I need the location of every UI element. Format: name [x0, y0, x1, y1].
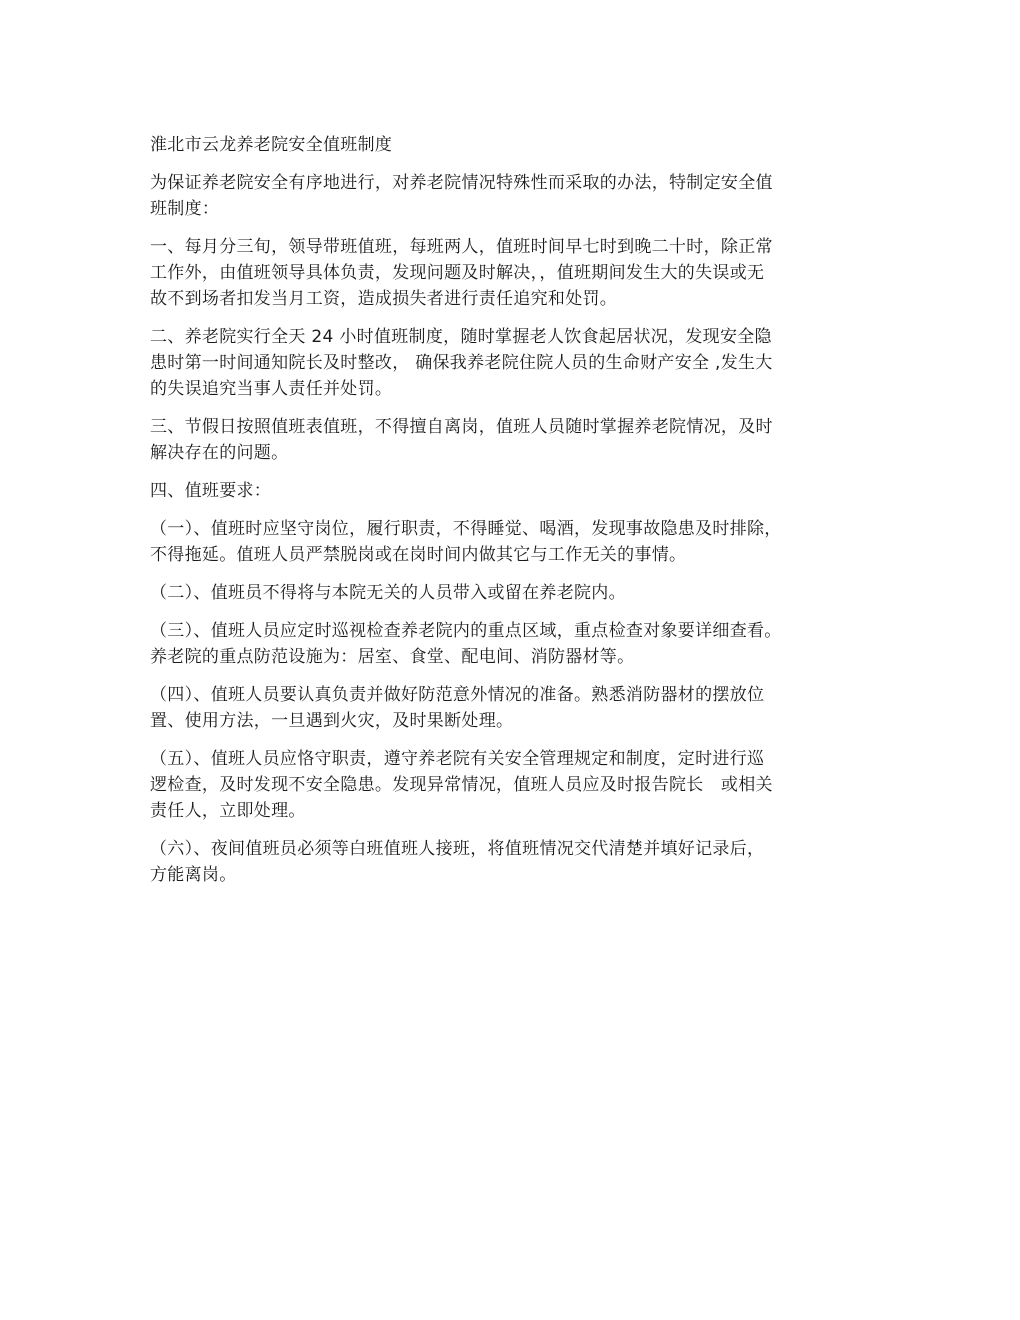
paragraph-line: 二、养老院实行全天 24 小时值班制度，随时掌握老人饮食起居状况，发现安全隐 [150, 327, 772, 347]
paragraph-line: （二）、值班员不得将与本院无关的人员带入或留在养老院内。 [150, 583, 626, 603]
title-line: 淮北市云龙养老院安全值班制度 [150, 135, 393, 155]
paragraph-line: （三）、值班人员应定时巡视检查养老院内的重点区域，重点检查对象要详细查看。 [150, 621, 782, 641]
paragraph [150, 414, 880, 466]
paragraph-line: （一）、值班时应坚守岗位，履行职责，不得睡觉、喝酒，发现事故隐患及时排除， [150, 519, 782, 539]
paragraph-line: 逻检查，及时发现不安全隐患。发现异常情况，值班人员应及时报告院长 或相关 [150, 775, 773, 795]
paragraph-line: 养老院的重点防范设施为：居室、食堂、配电间、消防器材等。 [150, 647, 635, 667]
paragraph [150, 516, 880, 568]
paragraph [150, 580, 880, 606]
document-body [150, 170, 880, 888]
paragraph-line: 工作外，由值班领导具体负责，发现问题及时解决，，值班期间发生大的失误或无 [150, 263, 765, 283]
paragraph [150, 478, 880, 504]
paragraph [150, 234, 880, 312]
paragraph [150, 746, 880, 824]
paragraph-line: （六）、夜间值班员必须等白班值班人接班，将值班情况交代清楚并填好记录后， [150, 839, 765, 859]
paragraph-line: 一、每月分三旬，领导带班值班，每班两人，值班时间早七时到晚二十时，除正常 [150, 237, 773, 257]
paragraph-line: 不得拖延。值班人员严禁脱岗或在岗时间内做其它与工作无关的事情。 [150, 545, 687, 565]
paragraph-line: 患时第一时间通知院长及时整改， 确保我养老院住院人员的生命财产安全 ,发生大 [150, 353, 773, 373]
paragraph-line: 为保证养老院安全有序地进行，对养老院情况特殊性而采取的办法，特制定安全值 [150, 173, 773, 193]
paragraph [150, 682, 880, 734]
paragraph-line: 四、值班要求： [150, 481, 272, 501]
paragraph [150, 170, 880, 222]
paragraph-line: （五）、值班人员应恪守职责，遵守养老院有关安全管理规定和制度，定时进行巡 [150, 749, 765, 769]
paragraph-line: 解决存在的问题。 [150, 443, 289, 463]
document-page [150, 132, 880, 900]
paragraph [150, 324, 880, 402]
paragraph-line: 班制度： [150, 199, 220, 219]
paragraph-line: 责任人，立即处理。 [150, 801, 306, 821]
paragraph-line: 置、使用方法，一旦遇到火灾，及时果断处理。 [150, 711, 514, 731]
paragraph-line: 方能离岗。 [150, 865, 237, 885]
paragraph-line: 的失误追究当事人责任并处罚。 [150, 379, 393, 399]
paragraph [150, 836, 880, 888]
paragraph [150, 618, 880, 670]
document-title [150, 132, 880, 158]
paragraph-line: （四）、值班人员要认真负责并做好防范意外情况的准备。熟悉消防器材的摆放位 [150, 685, 765, 705]
paragraph-line: 三、节假日按照值班表值班，不得擅自离岗，值班人员随时掌握养老院情况，及时 [150, 417, 773, 437]
paragraph-line: 故不到场者扣发当月工资，造成损失者进行责任追究和处罚。 [150, 289, 618, 309]
